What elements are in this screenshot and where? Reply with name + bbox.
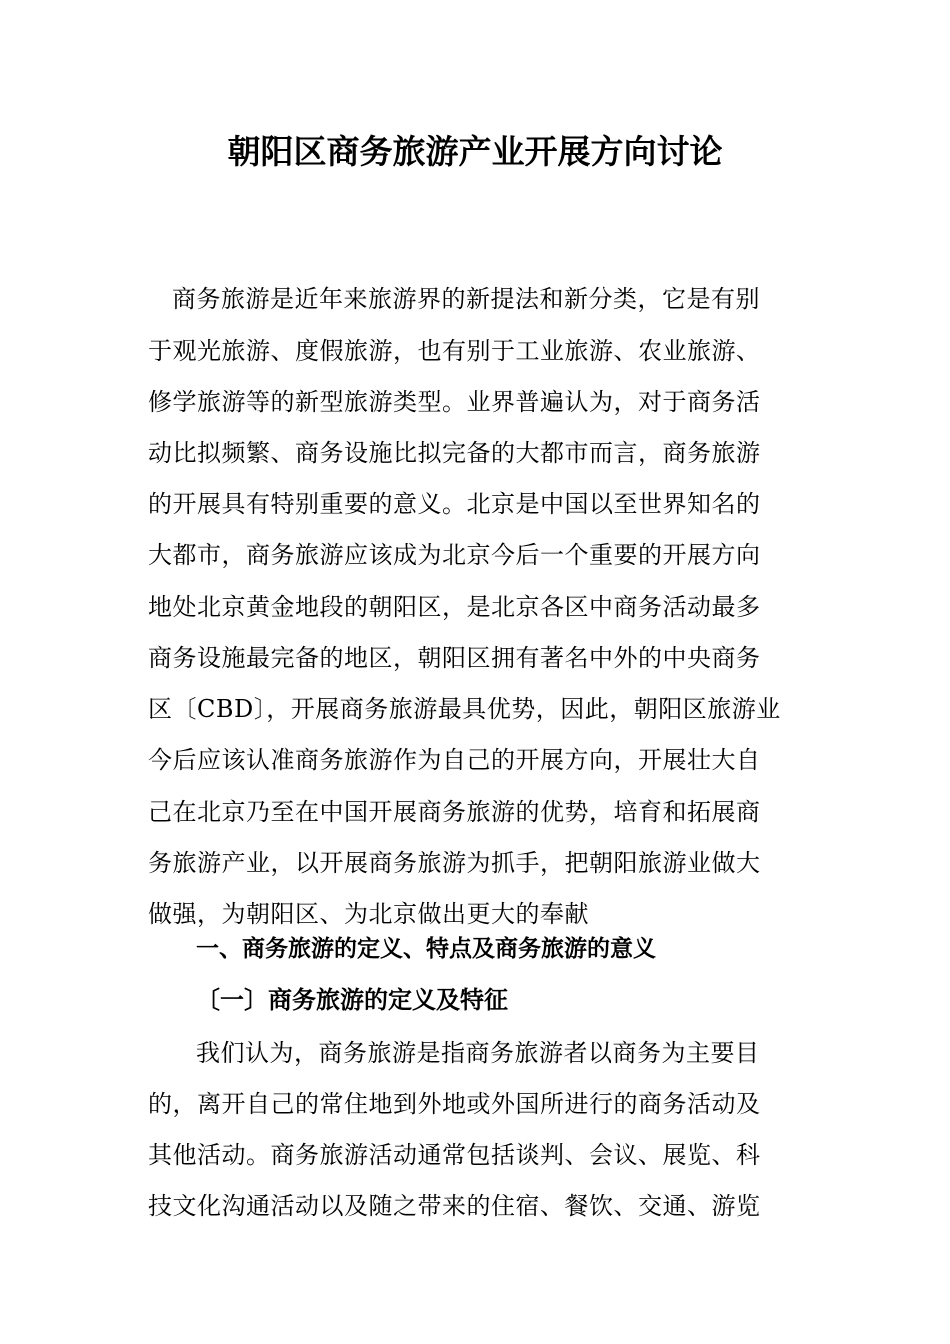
paragraph-line: 做强，为朝阳区、为北京做出更大的奉献 xyxy=(148,900,589,928)
paragraph-line: 的，离开自己的常住地到外地或外国所进行的商务活动及 xyxy=(148,1090,761,1118)
paragraph-line: 的开展具有特别重要的意义。北京是中国以至世界知名的 xyxy=(148,490,761,518)
paragraph-line: 我们认为，商务旅游是指商务旅游者以商务为主要目 xyxy=(196,1039,760,1067)
paragraph-line: 务旅游产业，以开展商务旅游为抓手，把朝阳旅游业做大 xyxy=(148,849,761,877)
paragraph-line: 区〔CBD〕，开展商务旅游最具优势，因此，朝阳区旅游业 xyxy=(148,695,781,723)
paragraph-line: 修学旅游等的新型旅游类型。业界普遍认为，对于商务活 xyxy=(148,388,761,416)
paragraph-line: 技文化沟通活动以及随之带来的住宿、餐饮、交通、游览 xyxy=(148,1192,761,1220)
paragraph-line: 己在北京乃至在中国开展商务旅游的优势，培育和拓展商 xyxy=(148,798,761,826)
paragraph-line: 大都市，商务旅游应该成为北京今后一个重要的开展方向 xyxy=(148,541,761,569)
paragraph-line: 今后应该认准商务旅游作为自己的开展方向，开展壮大自 xyxy=(148,746,761,774)
document-title: 朝阳区商务旅游产业开展方向讨论 xyxy=(227,132,723,171)
paragraph-line: 地处北京黄金地段的朝阳区，是北京各区中商务活动最多 xyxy=(148,593,761,621)
subsection-heading: 〔一〕商务旅游的定义及特征 xyxy=(196,985,508,1014)
paragraph-line: 商务旅游是近年来旅游界的新提法和新分类，它是有别 xyxy=(172,285,760,313)
paragraph-line: 其他活动。商务旅游活动通常包括谈判、会议、展览、科 xyxy=(148,1141,761,1169)
section-heading: 一、商务旅游的定义、特点及商务旅游的意义 xyxy=(196,936,656,962)
paragraph-line: 于观光旅游、度假旅游，也有别于工业旅游、农业旅游、 xyxy=(148,337,761,365)
paragraph-line: 商务设施最完备的地区，朝阳区拥有著名中外的中央商务 xyxy=(148,644,761,672)
paragraph-line: 动比拟频繁、商务设施比拟完备的大都市而言，商务旅游 xyxy=(148,439,761,467)
